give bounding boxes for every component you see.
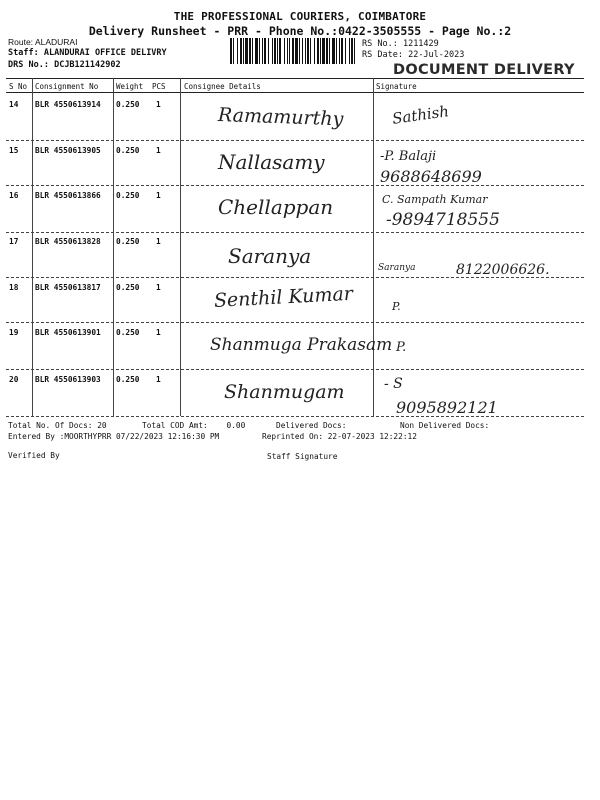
row-sno: 17 [9, 237, 19, 246]
row-weight: 0.250 [116, 100, 140, 109]
row-consignment: BLR 4550613901 [35, 328, 101, 337]
staff-line [8, 48, 167, 58]
drs-label: DRS No.: [8, 60, 49, 70]
header-sno: S No [9, 82, 28, 91]
verified-by: Verified By [8, 451, 60, 460]
signature-handwritten: P. [396, 340, 407, 355]
signature-handwritten: Saranya [378, 263, 416, 273]
signature-handwritten: C. Sampath Kumar [382, 193, 488, 206]
header-consignee: Consignee Details [184, 82, 261, 91]
row-weight: 0.250 [116, 146, 140, 155]
row-pcs: 1 [156, 375, 161, 384]
row-pcs: 1 [156, 283, 161, 292]
route-line [8, 37, 77, 47]
row-weight: 0.250 [116, 191, 140, 200]
table-top-rule [6, 78, 584, 79]
header-signature: Signature [376, 82, 417, 91]
consignee-handwritten: Nallasamy [218, 150, 325, 174]
column-divider [32, 78, 33, 416]
row-pcs: 1 [156, 328, 161, 337]
row-divider [6, 277, 584, 278]
consignee-handwritten: Ramamurthy [217, 104, 344, 131]
signature-handwritten: - S [384, 376, 403, 392]
entered-by: Entered By :MOORTHYPRR 07/22/2023 12:16:30 PM [8, 432, 220, 441]
company-title: THE PROFESSIONAL COURIERS, COIMBATORE [173, 10, 427, 23]
row-sno: 16 [9, 191, 19, 200]
signature-handwritten: -P. Balaji [380, 149, 437, 164]
drs-value: DCJB121142902 [54, 60, 121, 70]
rs-no-line [362, 39, 439, 49]
row-consignment: BLR 4550613828 [35, 237, 101, 246]
signature-handwritten: P. [392, 300, 401, 313]
row-sno: 15 [9, 146, 19, 155]
row-sno: 14 [9, 100, 19, 109]
rs-date-value: 22-Jul-2023 [408, 50, 465, 60]
consignee-handwritten: Saranya [228, 244, 312, 268]
row-consignment: BLR 4550613914 [35, 100, 101, 109]
header-pcs: PCS [152, 82, 166, 91]
row-pcs: 1 [156, 191, 161, 200]
rs-no-label: RS No.: [362, 39, 398, 49]
consignee-handwritten: Chellappan [218, 195, 334, 219]
row-weight: 0.250 [116, 237, 140, 246]
consignee-handwritten: Shanmugam [224, 381, 345, 403]
row-consignment: BLR 4550613817 [35, 283, 101, 292]
non-delivered-docs: Non Delivered Docs: [400, 421, 490, 430]
row-divider [6, 369, 584, 370]
staff-signature: Staff Signature [267, 452, 338, 461]
total-docs: Total No. Of Docs: 20 [8, 421, 107, 430]
staff-value: ALANDURAI OFFICE DELIVRY [43, 48, 167, 58]
row-pcs: 1 [156, 100, 161, 109]
row-weight: 0.250 [116, 283, 140, 292]
signature-phone: -9894718555 [386, 210, 500, 230]
header-consignment: Consignment No [35, 82, 99, 91]
signature-handwritten: Sathish [391, 102, 451, 128]
row-consignment: BLR 4550613905 [35, 146, 101, 155]
row-sno: 18 [9, 283, 19, 292]
rs-date-label: RS Date: [362, 50, 403, 60]
signature-phone: 9095892121 [396, 398, 498, 417]
table-bottom-rule [6, 416, 584, 417]
signature-phone: 9688648699 [380, 167, 482, 186]
total-cod: Total COD Amt: 0.00 [142, 421, 246, 430]
consignee-handwritten: Shanmuga Prakasam [210, 335, 393, 355]
row-weight: 0.250 [116, 375, 140, 384]
row-divider [6, 140, 584, 141]
row-consignment: BLR 4550613903 [35, 375, 101, 384]
staff-label: Staff: [8, 48, 39, 58]
row-pcs: 1 [156, 237, 161, 246]
consignee-handwritten: Senthil Kumar [213, 282, 354, 312]
reprinted-on: Reprinted On: 22-07-2023 12:22:12 [262, 432, 417, 441]
column-divider [180, 78, 181, 416]
column-divider [113, 78, 114, 416]
column-divider [373, 78, 374, 416]
delivered-docs: Delivered Docs: [276, 421, 347, 430]
row-sno: 20 [9, 375, 19, 384]
row-sno: 19 [9, 328, 19, 337]
route-label: Route: [8, 37, 34, 47]
rs-no-value: 1211429 [402, 39, 439, 49]
row-pcs: 1 [156, 146, 161, 155]
table-header-rule [6, 92, 584, 93]
row-divider [6, 232, 584, 233]
rs-date-line [362, 50, 464, 60]
barcode-image [230, 38, 356, 64]
route-value: ALADURAI [34, 37, 78, 47]
row-weight: 0.250 [116, 328, 140, 337]
document-delivery-stamp: DOCUMENT DELIVERY [393, 62, 575, 78]
signature-phone: 8122006626. [456, 262, 550, 278]
row-divider [6, 322, 584, 323]
row-consignment: BLR 4550613866 [35, 191, 101, 200]
runsheet-title: Delivery Runsheet - PRR - Phone No.:0422-3505555 - Page No.:2 [88, 24, 512, 38]
row-divider [6, 185, 584, 186]
header-weight: Weight [116, 82, 144, 91]
drs-line [8, 60, 121, 70]
